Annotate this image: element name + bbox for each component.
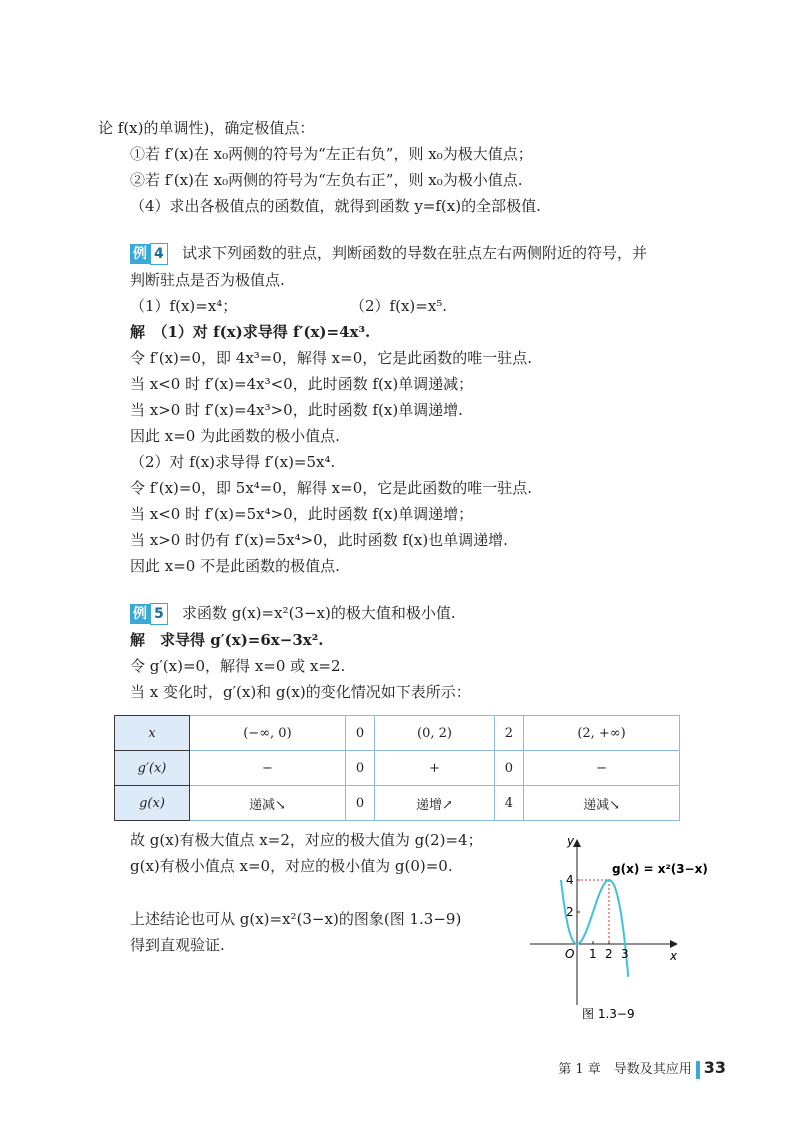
- table-cell: 0: [345, 786, 374, 821]
- example-4-part-1: （1）f(x)=x⁴；: [130, 297, 238, 315]
- table-cell: −: [524, 751, 680, 786]
- chapter-title: 第 1 章 导数及其应用: [558, 1062, 692, 1077]
- table-cell: (2, +∞): [524, 716, 680, 751]
- table-cell: (−∞, 0): [190, 716, 346, 751]
- example-4-solution-9: 当 x>0 时仍有 f′(x)=5x⁴>0，此时函数 f(x)也单调递增.: [130, 531, 508, 549]
- table-header-cell: x: [115, 716, 190, 751]
- example-tag: 例: [130, 244, 150, 264]
- intro-line-4: （4）求出各极值点的函数值，就得到函数 y=f(x)的全部极值.: [130, 197, 541, 215]
- table-cell: 0: [345, 716, 374, 751]
- example-4-solution-10: 因此 x=0 不是此函数的极值点.: [130, 557, 340, 575]
- table-cell: −: [190, 751, 346, 786]
- example-5-solution-2: 令 g′(x)=0，解得 x=0 或 x=2.: [130, 657, 346, 675]
- example-4-solution-4: 当 x>0 时 f′(x)=4x³>0，此时函数 f(x)单调递增.: [130, 401, 463, 419]
- example-5-solution-1: 解 求导得 g′(x)=6x−3x².: [130, 631, 324, 649]
- x-tick-label: 3: [621, 947, 629, 961]
- example-4-solution-8: 当 x<0 时 f′(x)=5x⁴>0，此时函数 f(x)单调递增；: [130, 505, 474, 523]
- example-number: 5: [150, 603, 168, 625]
- table-header-cell: g(x): [115, 786, 190, 821]
- x-tick-label: 1: [589, 947, 597, 961]
- conclusion-line-2: g(x)有极小值点 x=0，对应的极小值为 g(0)=0.: [130, 857, 453, 875]
- table-row: [115, 716, 680, 751]
- function-label: g(x) = x²(3−x): [612, 862, 708, 876]
- x-axis-arrow: [670, 940, 678, 948]
- table-cell: (0, 2): [375, 716, 495, 751]
- table-cell: 0: [345, 751, 374, 786]
- intro-line-1: 论 f(x)的单调性)，确定极值点：: [98, 119, 315, 137]
- y-axis-arrow: [573, 839, 581, 847]
- y-tick-label: 4: [566, 873, 574, 887]
- conclusion-line-4: 得到直观验证.: [130, 936, 225, 954]
- table-cell: +: [375, 751, 495, 786]
- conclusion-line-3: 上述结论也可从 g(x)=x²(3−x)的图象(图 1.3−9): [130, 910, 462, 928]
- table-cell: 2: [494, 716, 523, 751]
- origin-label: O: [565, 947, 575, 961]
- table-row: [115, 751, 680, 786]
- page-number: 33: [703, 1058, 726, 1077]
- example-4-title-line-1: 试求下列函数的驻点，判断函数的导数在驻点左右两侧附近的符号，并: [182, 244, 648, 262]
- y-tick-label: 2: [566, 905, 574, 919]
- variation-table: [114, 715, 680, 821]
- example-5-title: 求函数 g(x)=x²(3−x)的极大值和极小值.: [182, 604, 456, 622]
- y-axis-label: y: [567, 834, 575, 848]
- table-cell: 递减↘: [190, 786, 346, 821]
- example-5-badge: [130, 603, 168, 625]
- table-row: [115, 786, 680, 821]
- conclusion-line-1: 故 g(x)有极大值点 x=2，对应的极大值为 g(2)=4；: [130, 831, 483, 849]
- intro-line-2: ①若 f′(x)在 x₀两侧的符号为“左正右负”，则 x₀为极大值点；: [130, 145, 533, 163]
- example-4-solution-7: 令 f′(x)=0，即 5x⁴=0，解得 x=0，它是此函数的唯一驻点.: [130, 479, 533, 497]
- example-4-solution-5: 因此 x=0 为此函数的极小值点.: [130, 427, 340, 445]
- page-footer: [558, 1058, 726, 1080]
- table-cell: 0: [494, 751, 523, 786]
- example-4-solution-2: 令 f′(x)=0，即 4x³=0，解得 x=0，它是此函数的唯一驻点.: [130, 349, 533, 367]
- example-4-badge: [130, 243, 168, 265]
- example-4-title-line-2: 判断驻点是否为极值点.: [130, 271, 285, 289]
- table-cell: 递增↗: [375, 786, 495, 821]
- example-4-solution-3: 当 x<0 时 f′(x)=4x³<0，此时函数 f(x)单调递减；: [130, 375, 474, 393]
- figure-caption: 图 1.3−9: [582, 1007, 635, 1021]
- example-5-solution-3: 当 x 变化时，g′(x)和 g(x)的变化情况如下表所示：: [130, 683, 471, 701]
- function-graph-figure: [520, 825, 710, 1035]
- example-4-solution-1: 解 （1）对 f(x)求导得 f′(x)=4x³.: [130, 323, 371, 341]
- intro-line-3: ②若 f′(x)在 x₀两侧的符号为“左负右正”，则 x₀为极小值点.: [130, 171, 523, 189]
- example-tag: 例: [130, 604, 150, 624]
- function-curve: [561, 880, 628, 977]
- table-header-cell: g′(x): [115, 751, 190, 786]
- table-cell: 递减↘: [524, 786, 680, 821]
- example-4-solution-6: （2）对 f(x)求导得 f′(x)=5x⁴.: [130, 453, 336, 471]
- x-axis-label: x: [670, 949, 678, 963]
- example-4-part-2: （2）f(x)=x⁵.: [350, 297, 448, 315]
- footer-divider: [696, 1061, 700, 1079]
- example-number: 4: [150, 243, 168, 265]
- table-cell: 4: [494, 786, 523, 821]
- x-tick-label: 2: [605, 947, 613, 961]
